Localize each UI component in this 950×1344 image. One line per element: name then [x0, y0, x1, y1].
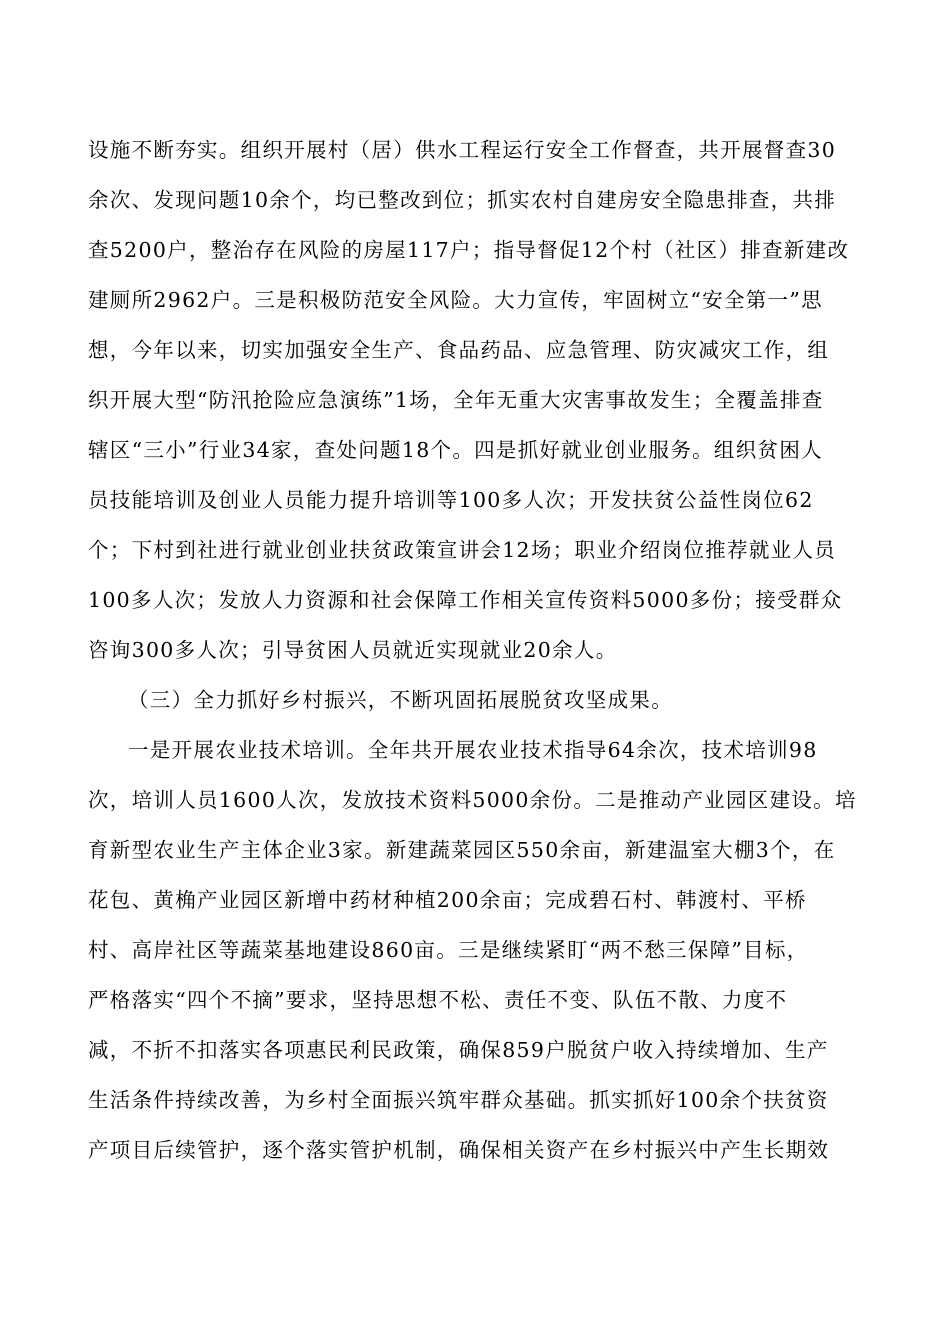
paragraph-line: 育新型农业生产主体企业3家。新建蔬菜园区550余亩，新建温室大棚3个，在: [88, 838, 836, 862]
paragraph-line: 一是开展农业技术培训。全年共开展农业技术指导64余次，技术培训98: [128, 738, 818, 762]
paragraph-line: 减，不折不扣落实各项惠民利民政策，确保859户脱贫户收入持续增加、生产: [88, 1038, 829, 1062]
paragraph-line: 设施不断夯实。组织开展村（居）供水工程运行安全工作督查，共开展督查30: [88, 138, 837, 162]
paragraph-line: 建厕所2962户。三是积极防范安全风险。大力宣传，牢固树立“安全第一”思: [88, 288, 823, 312]
paragraph-line: 个；下村到社进行就业创业扶贫政策宣讲会12场；职业介绍岗位推荐就业人员: [88, 538, 837, 562]
paragraph-line: 严格落实“四个不摘”要求，坚持思想不松、责任不变、队伍不散、力度不: [88, 988, 788, 1012]
paragraph-line: 次，培训人员1600人次，发放技术资料5000余份。二是推动产业园区建设。培: [88, 788, 857, 812]
paragraph-line: 花包、黄桷产业园区新增中药材种植200余亩；完成碧石村、韩渡村、平桥: [88, 888, 807, 912]
paragraph-line: 产项目后续管护，逐个落实管护机制，确保相关资产在乡村振兴中产生长期效: [88, 1138, 830, 1162]
paragraph-line: 余次、发现问题10余个，均已整改到位；抓实农村自建房安全隐患排查，共排: [88, 188, 837, 212]
paragraph-line: 员技能培训及创业人员能力提升培训等100多人次；开发扶贫公益性岗位62: [88, 488, 814, 512]
paragraph-line: 想，今年以来，切实加强安全生产、食品药品、应急管理、防灾减灾工作，组: [88, 338, 830, 362]
paragraph-line: 织开展大型“防汛抢险应急演练”1场，全年无重大灾害事故发生；全覆盖排查: [88, 388, 824, 412]
paragraph-line: 村、高岸社区等蔬菜基地建设860亩。三是继续紧盯“两不愁三保障”目标，: [88, 938, 809, 962]
paragraph-line: 辖区“三小”行业34家，查处问题18个。四是抓好就业创业服务。组织贫困人: [88, 438, 823, 462]
paragraph-line: 查5200户，整治存在风险的房屋117户；指导督促12个村（社区）排查新建改: [88, 238, 850, 262]
paragraph-line: 100多人次；发放人力资源和社会保障工作相关宣传资料5000多份；接受群众: [88, 588, 843, 612]
paragraph-line: 生活条件持续改善，为乡村全面振兴筑牢群众基础。抓实抓好100余个扶贫资: [88, 1088, 829, 1112]
section-heading: （三）全力抓好乡村振兴，不断巩固拓展脱贫攻坚成果。: [128, 688, 673, 712]
paragraph-line: 咨询300多人次；引导贫困人员就近实现就业20余人。: [88, 638, 618, 662]
